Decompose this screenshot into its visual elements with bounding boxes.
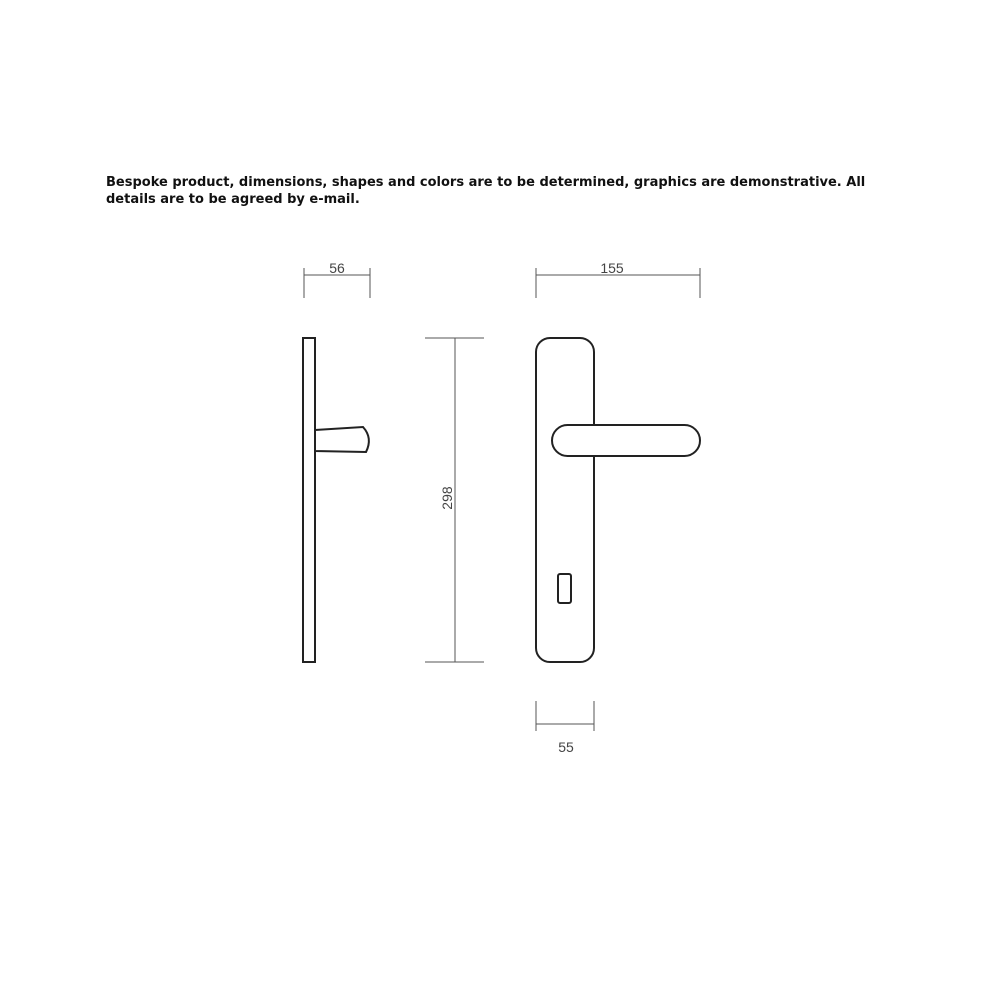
side-view: [303, 338, 369, 662]
dimension-label-plate-width: 55: [558, 739, 574, 755]
side-view-lever: [315, 427, 369, 452]
side-view-plate: [303, 338, 315, 662]
dimension-label-side-depth: 56: [329, 260, 345, 276]
front-view-lever: [552, 425, 700, 456]
disclaimer-text: Bespoke product, dimensions, shapes and colors are to be determined, graphics are demonstrative. All details are to be agreed by e-mail.: [106, 175, 866, 207]
front-view-plate: [536, 338, 594, 662]
dimension-label-plate-height: 298: [439, 486, 455, 510]
dimension-label-front-width: 155: [600, 260, 624, 276]
front-view: [536, 338, 700, 662]
keyhole: [558, 574, 571, 603]
dimension-plate-width: [536, 701, 594, 731]
